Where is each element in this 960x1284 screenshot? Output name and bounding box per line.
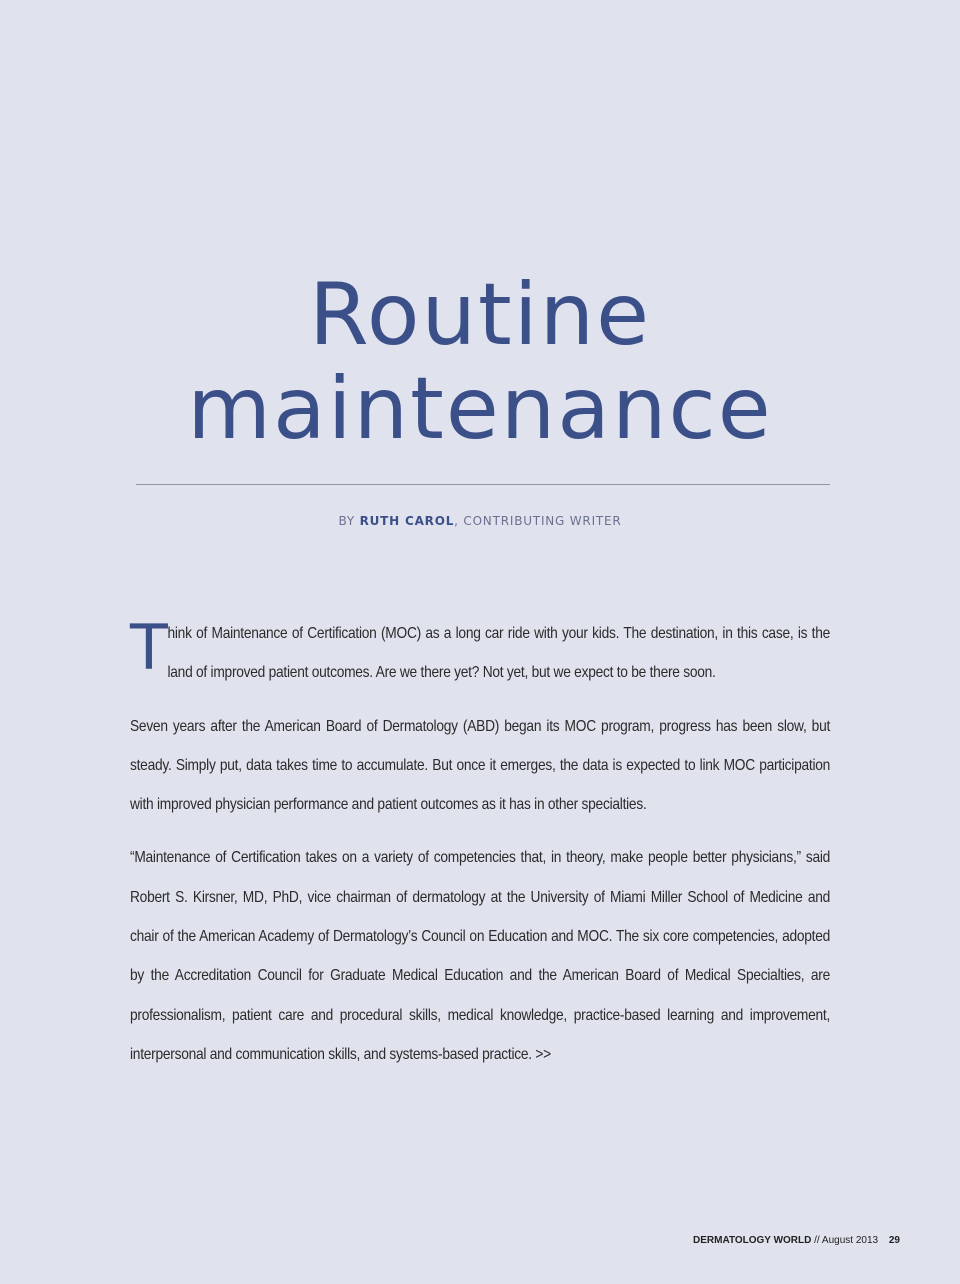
page-number: 29 (888, 1235, 900, 1246)
byline-suffix: , CONTRIBUTING WRITER (454, 514, 622, 528)
article-title (0, 265, 960, 459)
paragraph-1-text: hink of Maintenance of Certification (MOC) as a long car ride with your kids. The destination, in this case, is the land of improved patient outcomes. Are we there yet? Not yet, but we expect to be there soon. (167, 625, 831, 682)
footer-publication: DERMATOLOGY WORLD (693, 1235, 812, 1246)
page-footer (693, 1235, 900, 1246)
byline-author: RUTH CAROL (359, 514, 455, 528)
footer-issue: August 2013 (821, 1235, 879, 1246)
paragraph-2: Seven years after the American Board of Dermatology (ABD) began its MOC program, progress has been slow, but steady. Simply put, data takes time to accumulate. But once it emerges, the data is expected to link MOC participation with improved physician performance and patient outcomes as it has in other specialties. (130, 717, 831, 814)
title-divider (136, 484, 830, 485)
byline-prefix: BY (338, 514, 355, 528)
article-body (130, 611, 831, 1088)
title-line-2: maintenance (187, 359, 773, 459)
drop-cap: T (130, 611, 168, 684)
title-line-1: Routine (308, 265, 652, 365)
footer-separator: // (811, 1235, 822, 1246)
byline (0, 514, 960, 528)
paragraph-1 (130, 611, 831, 693)
paragraph-3: “Maintenance of Certification takes on a variety of competencies that, in theory, make people better physicians,” said Robert S. Kirsner, MD, PhD, vice chairman of dermatology at the University of Miami Miller School of Medicine and chair of the American Academy of Dermatology’s Council on Education and MOC. The six core competencies, adopted by the Accreditation Council for Graduate Medical Education and the American Board of Medical Specialties, are professionalism, patient care and procedural skills, medical knowledge, practice-based learning and improvement, interpersonal and communication skills, and systems-based practice. >> (130, 849, 831, 1063)
